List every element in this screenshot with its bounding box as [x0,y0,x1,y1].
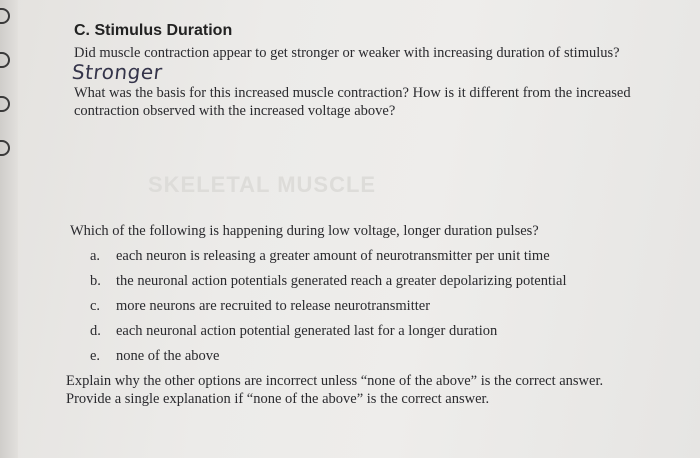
option-text: more neurons are recruited to release neurotransmitter [116,298,431,314]
explain-instruction: Explain why the other options are incorrect unless “none of the above” is the correct answer. Provide a single explanation if “none of the above” is the correct answer. [66,373,604,407]
option-b [90,272,567,290]
option-letter: b. [90,273,101,289]
question-1: Did muscle contraction appear to get stronger or weaker with increasing duration of stimulus? [74,45,620,61]
option-letter: c. [90,298,101,314]
option-e [90,347,219,365]
option-letter: e. [90,348,101,364]
option-letter: a. [90,248,101,264]
handwritten-answer: Stronger [70,60,164,84]
option-d [90,322,497,340]
notebook-binding [0,0,18,458]
option-text: none of the above [116,348,220,364]
option-c [90,297,430,315]
binding-ring [0,8,10,24]
option-a [90,247,550,265]
question-2: What was the basis for this increased muscle contraction? How is it different from the increased contraction observed with the increased voltage above? [74,85,631,119]
binding-ring [0,140,10,156]
section-title: C. Stimulus Duration [74,22,233,39]
mc-question: Which of the following is happening during low voltage, longer duration pulses? [70,223,539,239]
faded-watermark-text: SKELETAL MUSCLE [148,172,377,197]
option-text: each neuron is releasing a greater amount of neurotransmitter per unit time [116,248,550,264]
option-text: the neuronal action potentials generated reach a greater depolarizing potential [116,273,567,289]
option-text: each neuronal action potential generated last for a longer duration [116,323,498,339]
binding-ring [0,52,10,68]
option-letter: d. [90,323,101,339]
binding-ring [0,96,10,112]
